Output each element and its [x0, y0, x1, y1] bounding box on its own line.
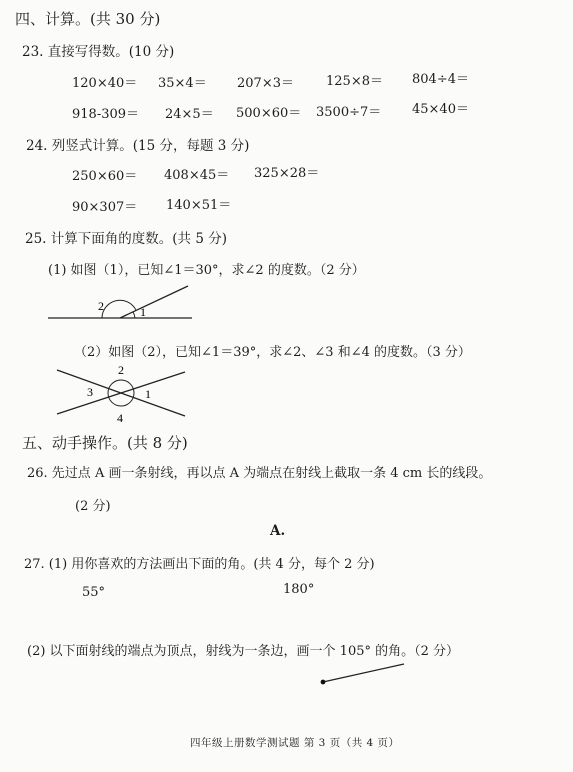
q25-part2: （2）如图（2），已知∠1＝39°，求∠2、∠3 和∠4 的度数。（3 分） [74, 345, 471, 360]
q27-title: 27. (1) 用你喜欢的方法画出下面的角。(共 4 分，每个 2 分) [24, 557, 375, 572]
section-5-heading: 五、动手操作。(共 8 分) [22, 434, 188, 452]
q23-item: 500×60＝ [236, 106, 302, 121]
ray-figure [318, 660, 408, 690]
fig2-label-4: 4 [117, 411, 123, 425]
angle-180-label: 180° [283, 582, 315, 597]
angle-55-label: 55° [82, 585, 106, 600]
q24-item: 408×45＝ [164, 168, 230, 183]
angle-figure-2 [55, 364, 190, 424]
q26-score: (2 分) [75, 499, 111, 514]
fig1-label-2: 2 [98, 299, 104, 313]
fig1-arc-1 [133, 312, 135, 318]
fig2-label-3: 3 [87, 385, 93, 399]
angle-figure-1 [40, 284, 200, 324]
q23-item: 3500÷7＝ [316, 105, 382, 120]
q23-title: 23. 直接写得数。(10 分) [22, 44, 175, 60]
point-a: A. [270, 523, 286, 539]
q23-item: 918-309＝ [72, 107, 140, 122]
q23-item: 24×5＝ [165, 107, 214, 122]
q27-part2: (2) 以下面射线的端点为顶点，射线为一条边，画一个 105° 的角。（2 分） [27, 644, 460, 659]
q23-item: 120×40＝ [72, 76, 138, 91]
q24-item: 325×28＝ [254, 166, 320, 181]
page-footer: 四年级上册数学测试题 第 3 页（共 4 页） [190, 737, 400, 749]
q24-item: 90×307＝ [72, 200, 138, 215]
q24-item: 250×60＝ [72, 169, 138, 184]
fig2-label-2: 2 [118, 363, 124, 377]
q23-item: 207×3＝ [237, 76, 294, 91]
fig2-line-b [57, 372, 185, 414]
fig1-arc-2 [102, 300, 136, 318]
q25-title: 25. 计算下面角的度数。(共 5 分) [25, 231, 227, 247]
fig1-label-1: 1 [140, 305, 146, 319]
fig1-ray [120, 286, 188, 318]
q26-title: 26. 先过点 A 画一条射线，再以点 A 为端点在射线上截取一条 4 cm 长的线段。 [27, 466, 492, 481]
q23-item: 35×4＝ [158, 76, 207, 91]
fig2-label-1: 1 [145, 387, 151, 401]
ray-line [323, 664, 404, 682]
q24-item: 140×51＝ [166, 198, 232, 213]
section-4-heading: 四、计算。(共 30 分) [15, 10, 161, 28]
q23-item: 45×40＝ [412, 102, 469, 117]
q23-item: 804÷4＝ [412, 72, 469, 87]
q23-item: 125×8＝ [326, 74, 383, 89]
q25-part1: (1) 如图（1），已知∠1＝30°，求∠2 的度数。（2 分） [48, 263, 365, 278]
ray-endpoint [321, 680, 326, 685]
q24-title: 24. 列竖式计算。(15 分，每题 3 分) [26, 138, 250, 154]
